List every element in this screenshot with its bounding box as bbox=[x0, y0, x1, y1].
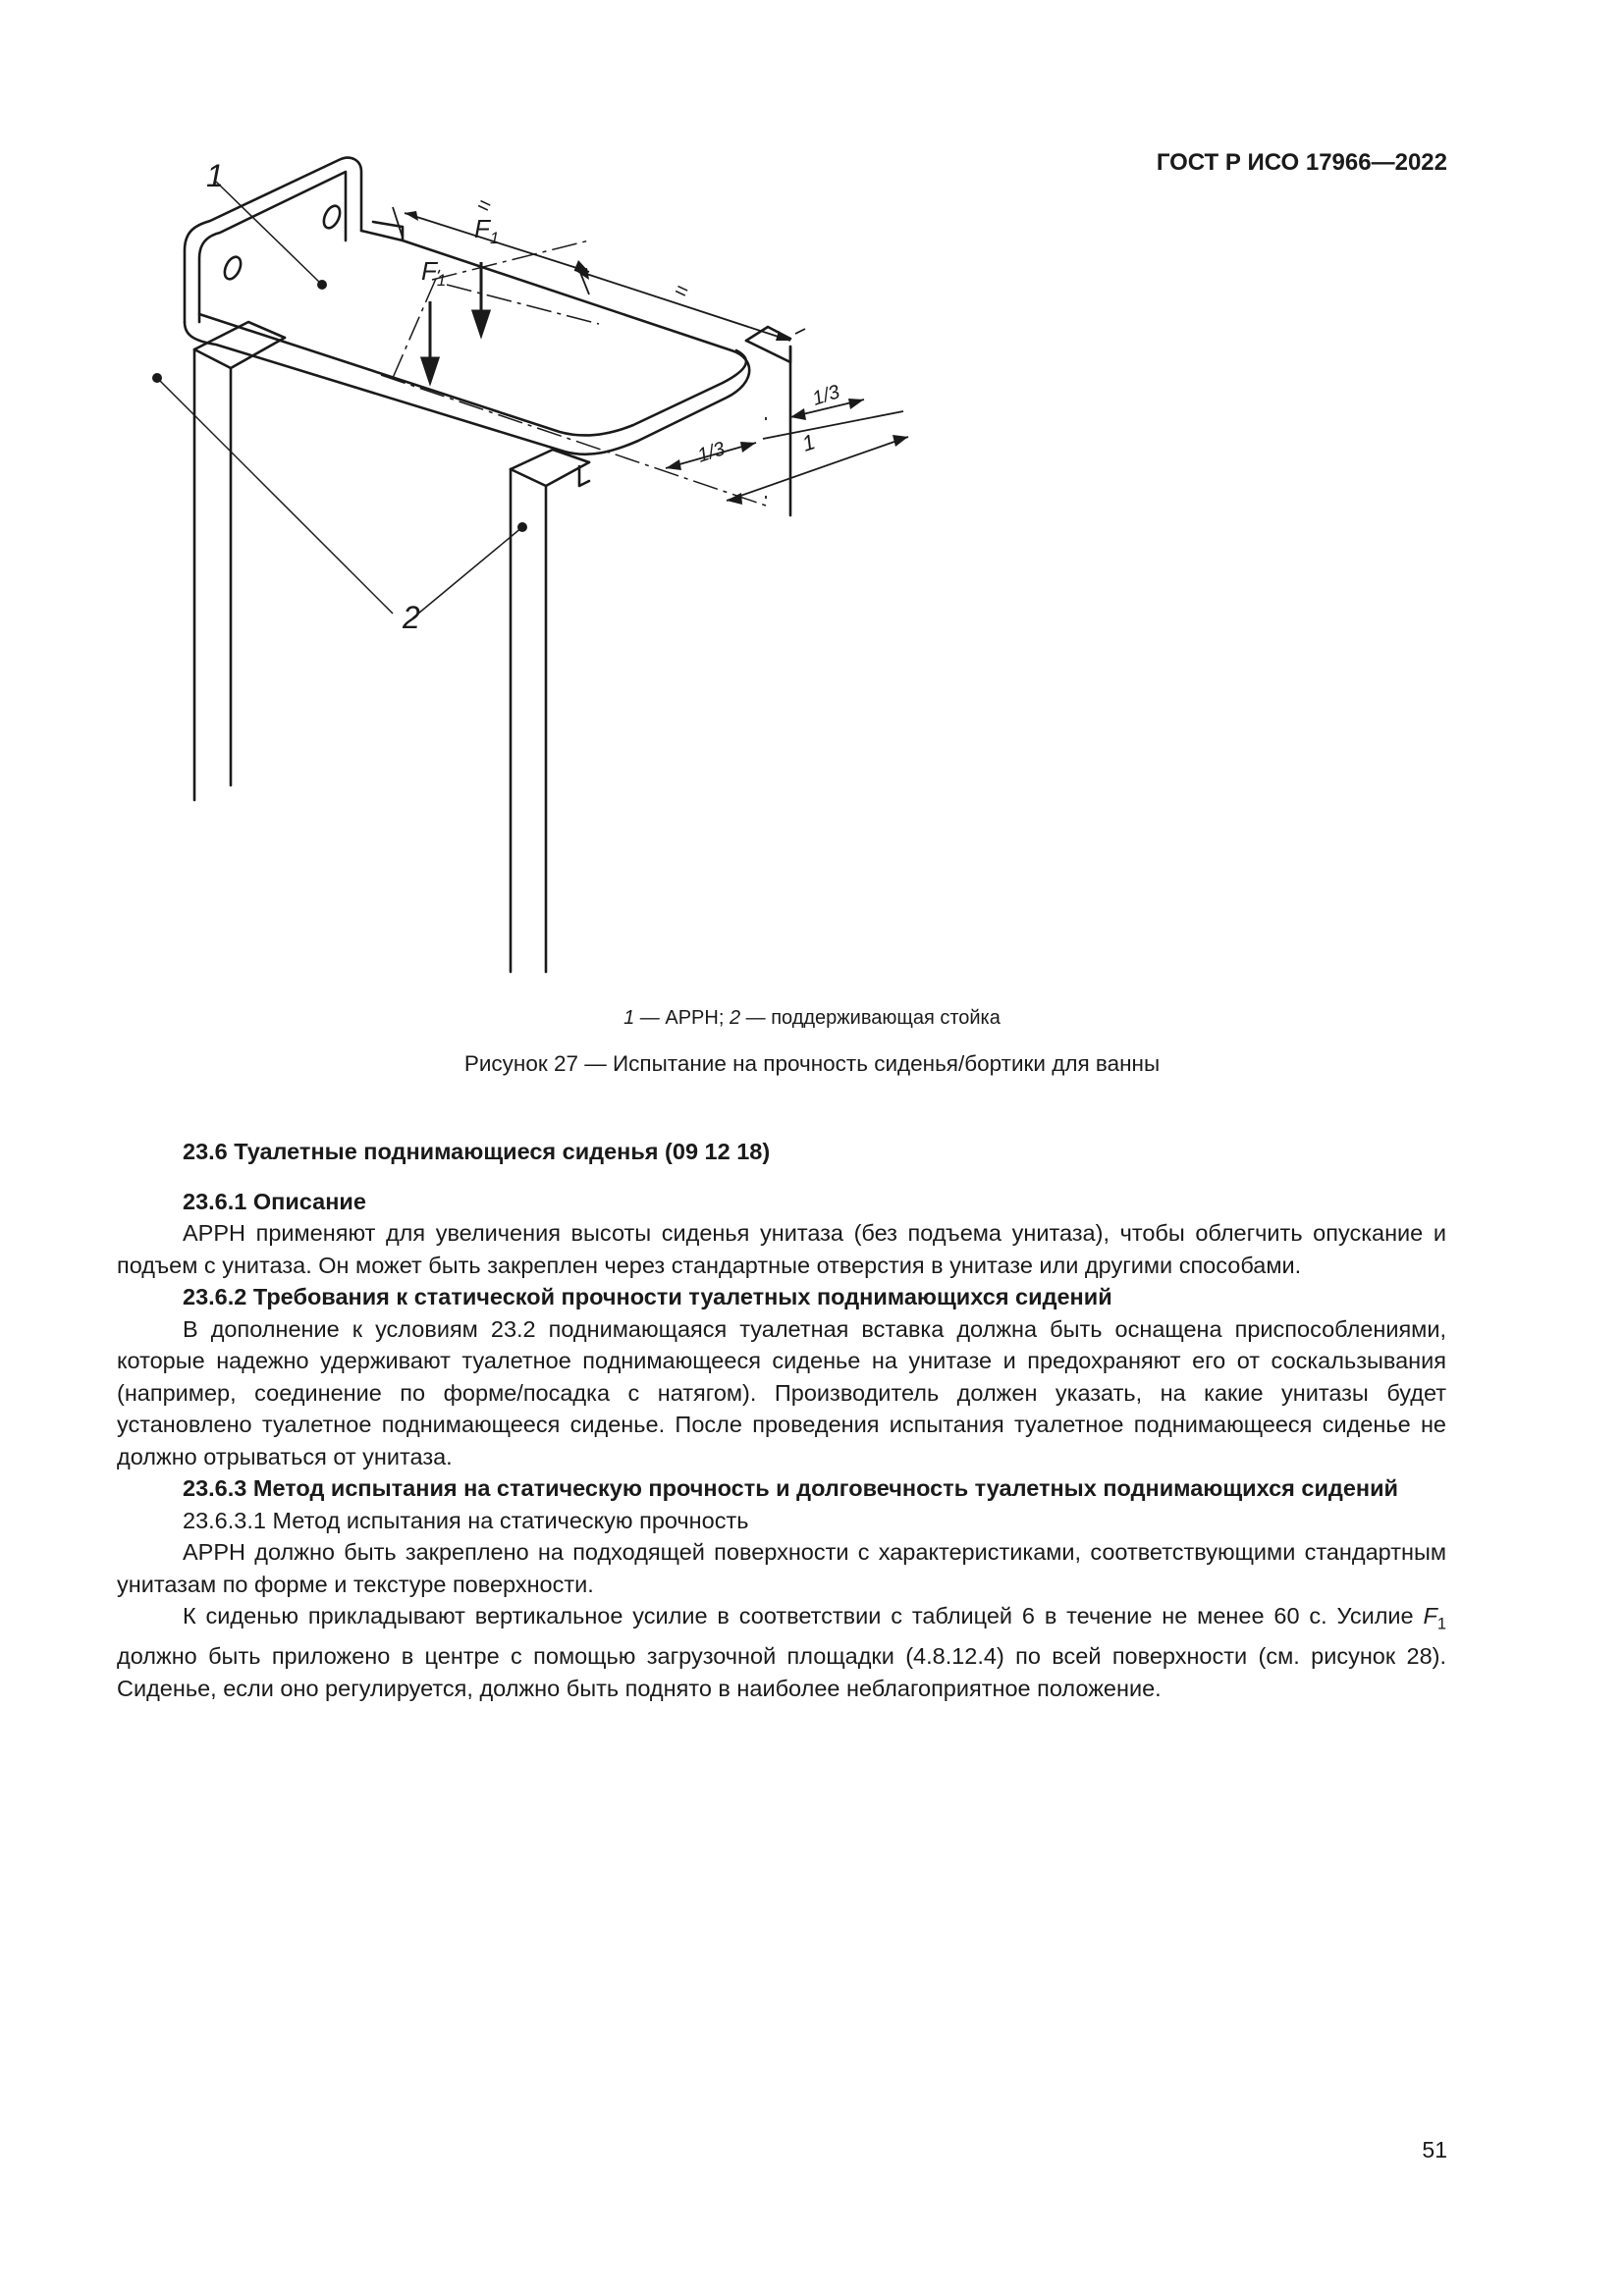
subsection-3-1-text: АРРН должно быть закреплено на подходящей поверхности с характеристиками, соответствующими стандартным унитазам по форме и текстуре поверхности. bbox=[117, 1539, 1446, 1597]
dim-third-front: 1/3 bbox=[694, 438, 728, 467]
subsection-2-text: В дополнение к условиям 23.2 поднимающаяся туалетная вставка должна быть оснащена приспособлениями, которые надежно удерживают туалетное поднимающееся сиденье на унитазе и предохраняют его от соскальзывания (например, соединение по форме/посадка с натягом). Производитель должен указать, на какие унитазы будет установлено туалетное поднимающееся сиденье. После проведения испытания туалетное поднимающееся сиденье не должно отрываться от унитаза. bbox=[117, 1315, 1446, 1469]
force-arrow-1 bbox=[473, 311, 489, 335]
label-part-1: 1 bbox=[206, 158, 224, 193]
document-header: ГОСТ Р ИСО 17966—2022 bbox=[1156, 149, 1447, 176]
support-post-right-back bbox=[746, 327, 790, 515]
support-post-left bbox=[194, 322, 285, 800]
dim-equal-bottom: = bbox=[670, 276, 693, 304]
subsection-1-title: 23.6.1 Описание bbox=[183, 1188, 366, 1214]
seat-board bbox=[185, 222, 749, 454]
dim-arrow bbox=[740, 442, 756, 453]
label-part-2: 2 bbox=[403, 600, 420, 635]
section-title: 23.6 Туалетные поднимающиеся сиденья (09 12 18) bbox=[183, 1139, 771, 1164]
force-label-1: $F_1$ bbox=[474, 214, 500, 247]
dim-full: 1 bbox=[798, 429, 819, 456]
force-label-2: $F_1$ bbox=[421, 256, 447, 290]
figure-caption: Рисунок 27 — Испытание на прочность сиденья/бортики для ванны bbox=[463, 1051, 1161, 1076]
page-number: 51 bbox=[1422, 2137, 1447, 2163]
dim-third-side: 1/3 bbox=[809, 381, 842, 410]
dim-arrow bbox=[893, 435, 908, 447]
dim-equal-top: = bbox=[472, 190, 496, 219]
figure-legend: 1 — АРРН; 2 — поддерживающая стойка bbox=[623, 1007, 1001, 1029]
dim-arrow bbox=[848, 399, 864, 409]
subsection-1-text: АРРН применяют для увеличения высоты сиденья унитаза (без подъема унитаза), чтобы облегчить опускание и подъем с унитаза. Он может быть закреплен через стандартные отверстия в унитазе или другими способами. bbox=[117, 1220, 1446, 1278]
dim-arrow bbox=[790, 408, 806, 420]
paragraph-load-application: К сиденью прикладывают вертикальное усилие в соответствии с таблицей 6 в течение не менее 60 с. Усилие $F_1$ должно быть приложено в центре с помощью загрузочной площадки (4.8.12.4) по всей поверхности (см. рисунок 28). Сиденье, если оно регулируется, должно быть поднято в наиболее неблагоприятное положение. bbox=[117, 1603, 1446, 1701]
subsection-3-1-title: 23.6.3.1 Метод испытания на статическую прочность bbox=[183, 1507, 749, 1533]
subsection-3-title: 23.6.3 Метод испытания на статическую прочность и долговечность туалетных поднимающихся сидений bbox=[183, 1475, 1399, 1501]
dim-arrow bbox=[666, 459, 681, 470]
force-arrow-2 bbox=[422, 358, 438, 382]
dim-arrow bbox=[405, 211, 418, 221]
document-body bbox=[117, 1136, 1446, 1704]
subsection-2-title: 23.6.2 Требования к статической прочности туалетных поднимающихся сидений bbox=[183, 1284, 1112, 1309]
